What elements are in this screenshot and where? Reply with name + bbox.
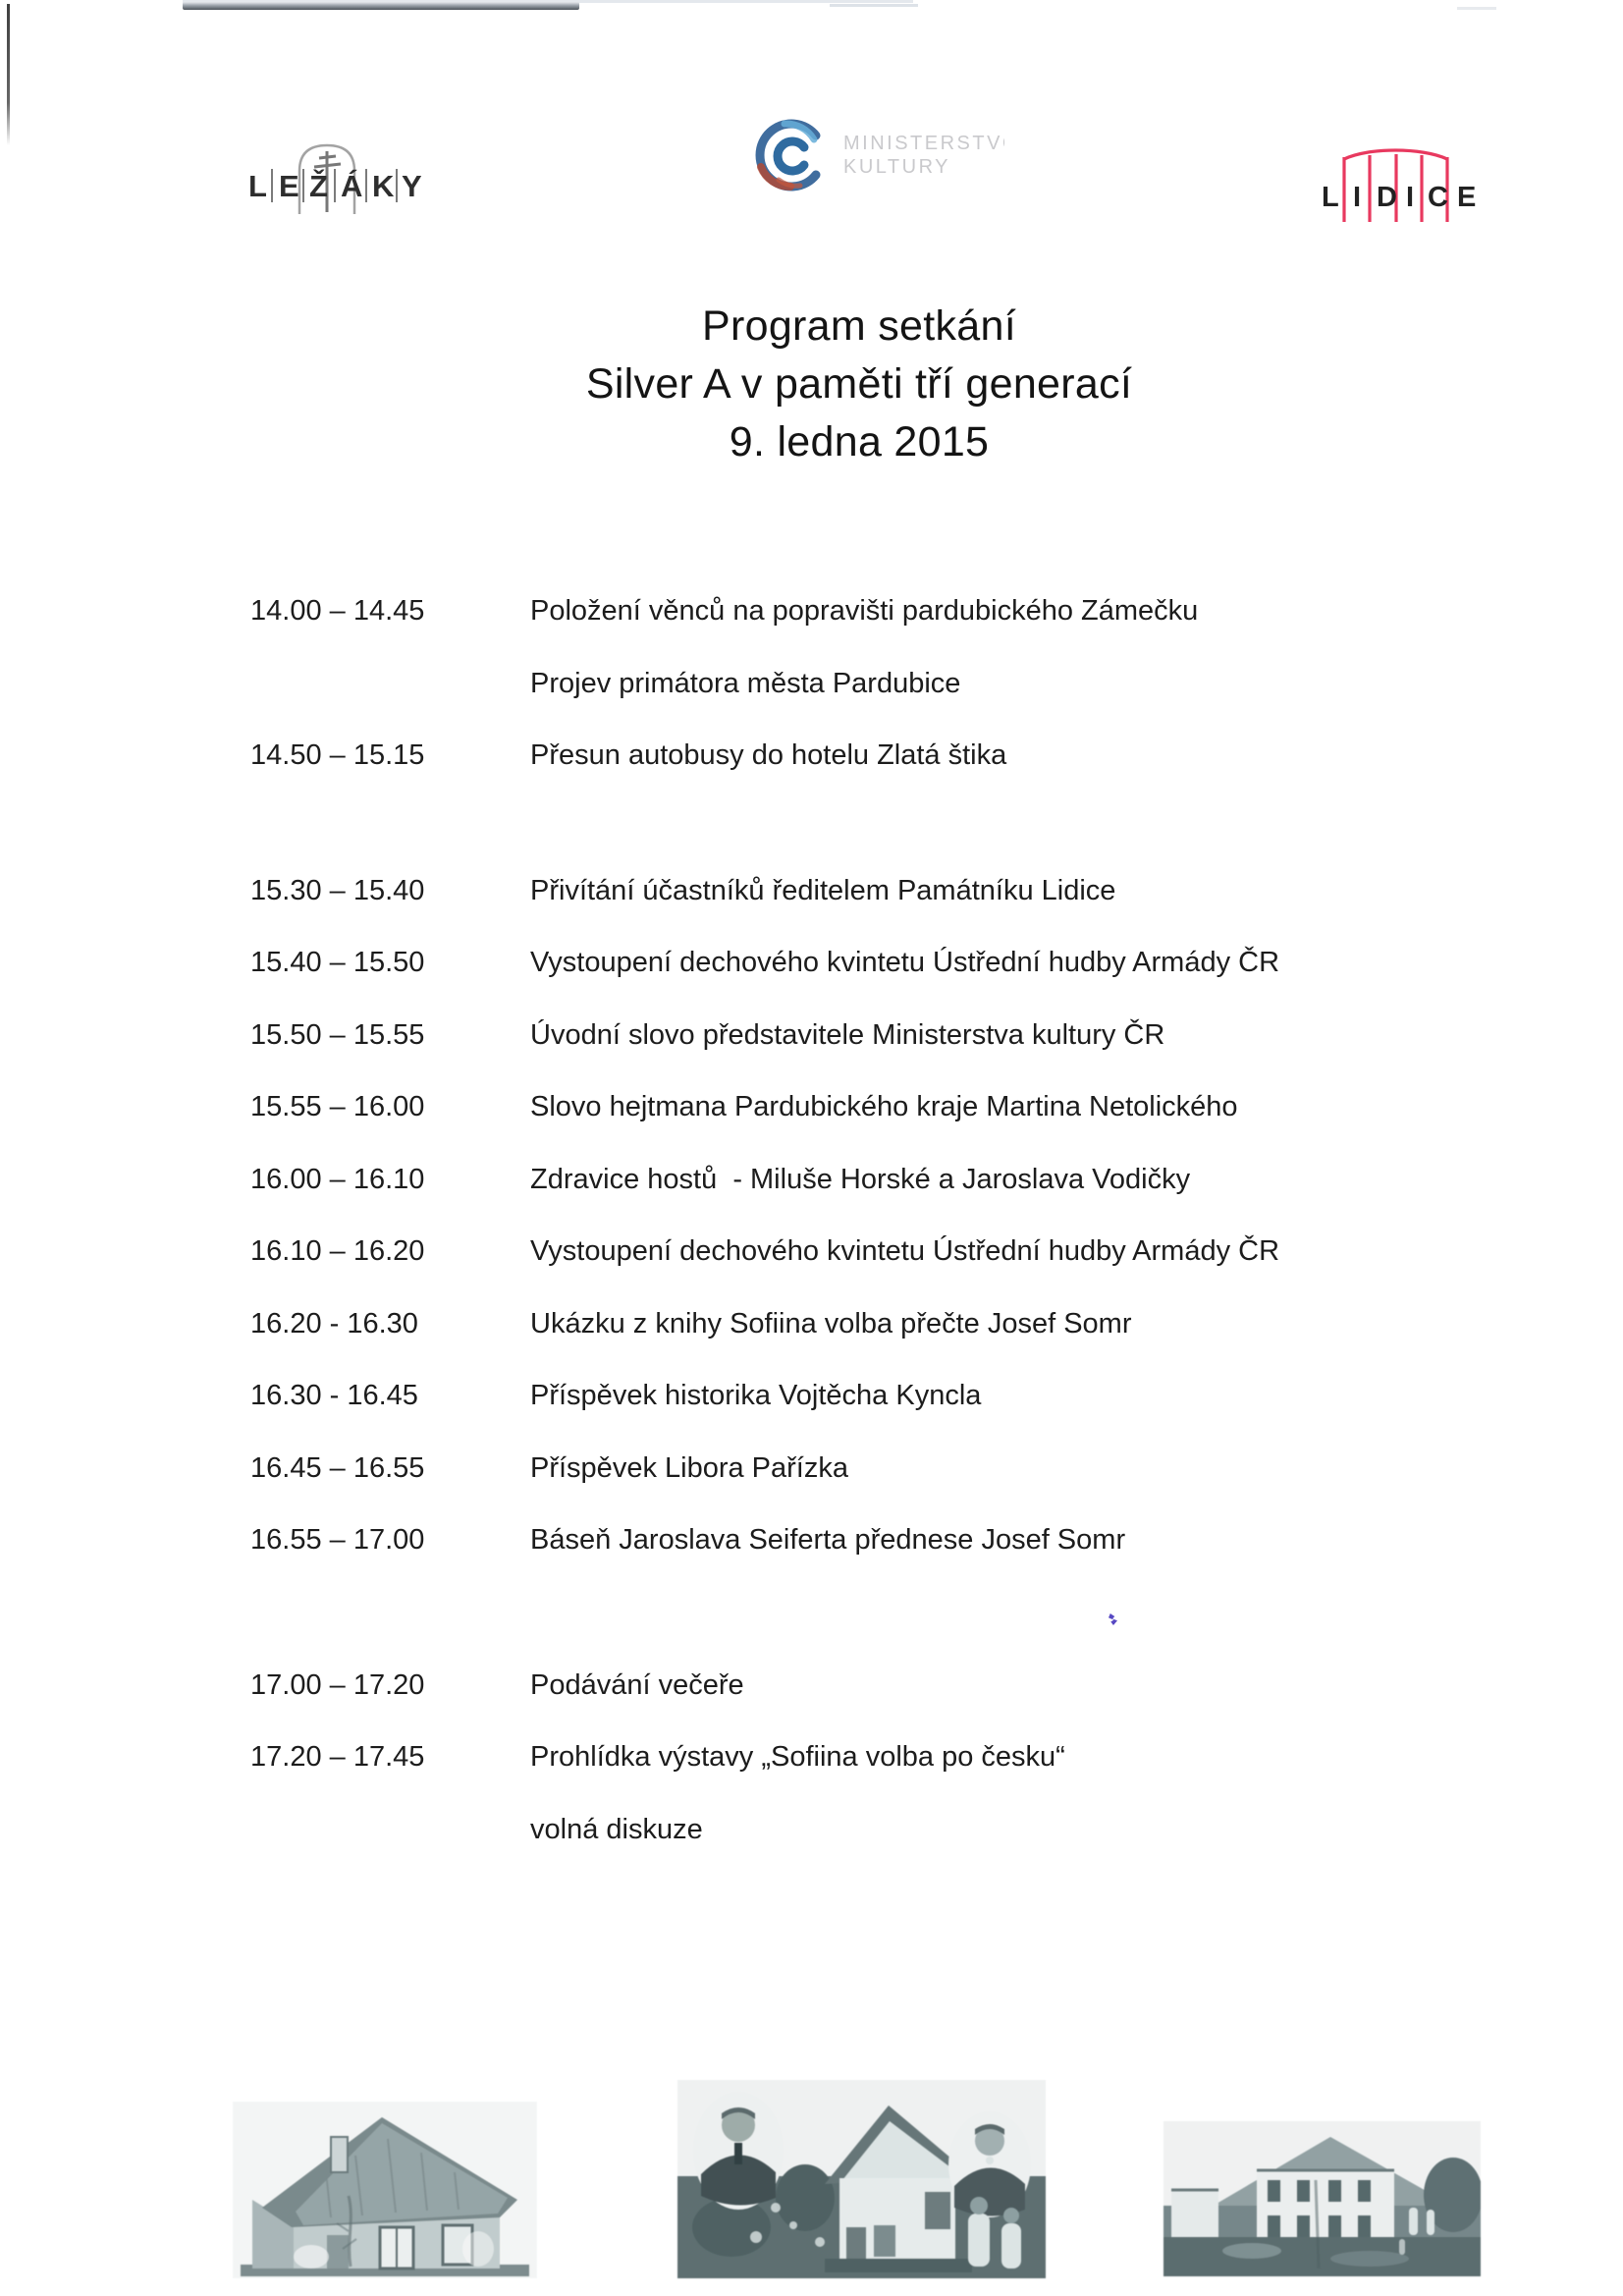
schedule-time: 16.55 – 17.00	[250, 1524, 425, 1556]
schedule-row	[250, 1452, 1419, 1525]
schedule-time: 16.30 - 16.45	[250, 1380, 418, 1411]
schedule-time: 16.45 – 16.55	[250, 1451, 425, 1484]
schedule-section-gap	[250, 812, 1419, 875]
schedule-description: Přesun autobusy do hotelu Zlatá štika	[530, 739, 1007, 771]
schedule-time: 16.10 – 16.20	[250, 1235, 425, 1267]
schedule-row	[250, 668, 1419, 740]
schedule-row	[250, 1669, 1419, 1742]
schedule-time: 16.20 - 16.30	[250, 1307, 418, 1339]
schedule-row	[250, 1741, 1419, 1814]
historic-photo-village-building	[1163, 2121, 1481, 2276]
title-line-1: Program setkání	[702, 302, 1016, 350]
ministry-logo-line1: MINISTERSTVO	[843, 133, 1004, 154]
scan-artifact-top-corner	[1457, 7, 1496, 10]
schedule-time: 14.00 – 14.45	[250, 595, 425, 627]
ministry-c-icon	[760, 124, 816, 187]
schedule-row	[250, 875, 1419, 948]
schedule-description: Úvodní slovo představitele Ministerstva kultury ČR	[530, 1018, 1165, 1051]
schedule-description: Přivítání účastníků ředitelem Památníku Lidice	[530, 874, 1116, 906]
historic-photo-cottage	[233, 2102, 537, 2278]
lezaky-letter: E	[279, 169, 299, 203]
page-title	[172, 298, 1546, 471]
schedule-row	[250, 1235, 1419, 1308]
schedule-row	[250, 1380, 1419, 1452]
schedule-description: Položení věnců na popravišti pardubického Zámečku	[530, 595, 1199, 627]
scan-artifact-top-segment	[830, 4, 918, 7]
lezaky-letter: L	[248, 169, 267, 203]
schedule-description: Podávání večeře	[530, 1668, 744, 1701]
lidice-letter: I	[1406, 182, 1415, 213]
lidice-letter: E	[1457, 182, 1477, 213]
schedule-time: 17.00 – 17.20	[250, 1668, 425, 1701]
schedule-description: Zdravice hostů - Miluše Horské a Jaroslava Vodičky	[530, 1163, 1191, 1195]
title-line-2: Silver A v paměti tří generací	[585, 360, 1133, 408]
schedule-time: 15.55 – 16.00	[250, 1091, 425, 1122]
schedule-description: Slovo hejtmana Pardubického kraje Martina Netolického	[530, 1091, 1238, 1122]
schedule-description: Příspěvek Libora Pařízka	[530, 1451, 848, 1484]
scan-artifact-top-line	[183, 2, 579, 10]
lidice-letter: C	[1428, 182, 1448, 213]
schedule-row	[250, 595, 1419, 668]
schedule-row	[250, 739, 1419, 812]
schedule-time: 15.30 – 15.40	[250, 874, 425, 906]
schedule-time: 16.00 – 16.10	[250, 1163, 425, 1195]
schedule-description: Báseň Jaroslava Seiferta přednese Josef Somr	[530, 1524, 1126, 1556]
schedule-description: Projev primátora města Pardubice	[530, 667, 961, 699]
lezaky-letter: Ž	[309, 169, 328, 203]
scan-artifact-left-edge	[7, 4, 10, 145]
lidice-letter: D	[1377, 182, 1397, 213]
historic-photo-family-and-farmhouse	[677, 2080, 1046, 2278]
lidice-letter: L	[1322, 182, 1339, 213]
lezaky-logo	[239, 116, 430, 224]
schedule-description: Vystoupení dechového kvintetu Ústřední hudby Armády ČR	[530, 947, 1280, 978]
schedule-time: 14.50 – 15.15	[250, 739, 425, 771]
title-line-3: 9. ledna 2015	[729, 418, 990, 465]
lezaky-letter: Y	[402, 169, 422, 203]
schedule-section-gap	[250, 1597, 1419, 1669]
schedule-description: volná diskuze	[530, 1813, 703, 1845]
schedule-row	[250, 1091, 1419, 1164]
schedule-time: 17.20 – 17.45	[250, 1741, 425, 1773]
lidice-logo	[1312, 143, 1493, 230]
schedule-row	[250, 947, 1419, 1019]
schedule-row	[250, 1814, 1419, 1886]
ministry-logo-line2: KULTURY	[843, 156, 951, 178]
schedule-description: Prohlídka výstavy „Sofiina volba po česku“	[530, 1741, 1065, 1773]
lidice-letter: I	[1353, 182, 1362, 213]
lezaky-letter: K	[372, 169, 395, 203]
ministry-of-culture-logo	[749, 108, 1004, 206]
program-schedule	[250, 595, 1419, 1886]
schedule-description: Ukázku z knihy Sofiina volba přečte Josef Somr	[530, 1307, 1132, 1339]
schedule-time: 15.40 – 15.50	[250, 947, 425, 978]
schedule-time: 15.50 – 15.55	[250, 1018, 425, 1051]
schedule-description: Vystoupení dechového kvintetu Ústřední hudby Armády ČR	[530, 1235, 1280, 1267]
schedule-description: Příspěvek historika Vojtěcha Kyncla	[530, 1380, 982, 1411]
schedule-row	[250, 1524, 1419, 1597]
lezaky-letter: Á	[341, 169, 363, 203]
schedule-row	[250, 1308, 1419, 1381]
schedule-row	[250, 1019, 1419, 1092]
schedule-row	[250, 1164, 1419, 1236]
